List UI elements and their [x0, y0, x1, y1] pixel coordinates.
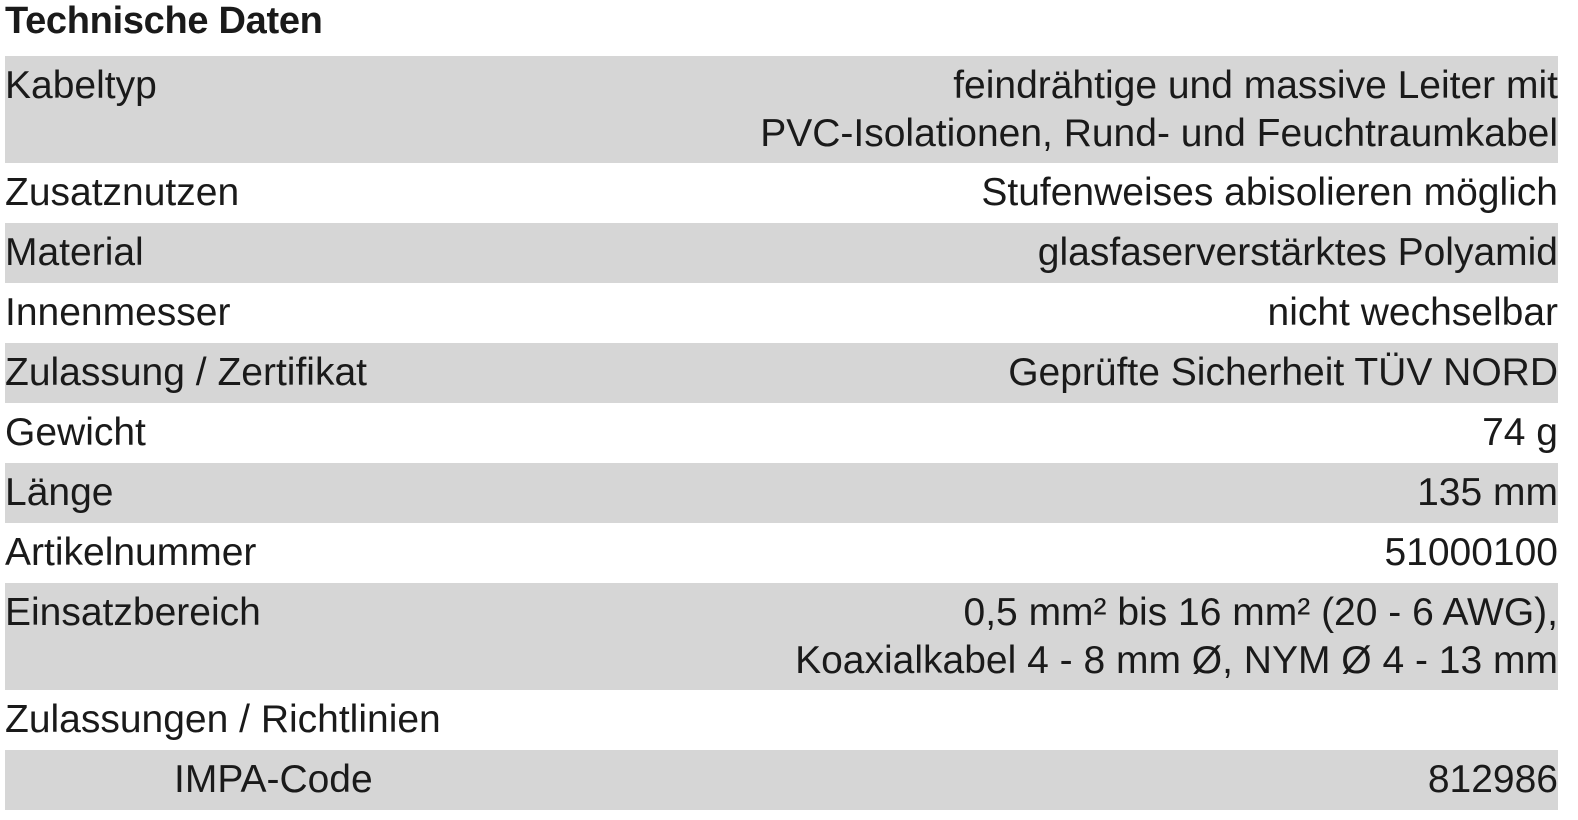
spec-label: Gewicht [5, 411, 146, 454]
spec-label: Zulassungen / Richtlinien [5, 698, 441, 741]
spec-value-line: feindrähtige und massive Leiter mit [953, 64, 1558, 107]
page-title: Technische Daten [5, 0, 323, 42]
spec-label: Kabeltyp [5, 64, 157, 107]
spec-value-line: 135 mm [1417, 471, 1558, 514]
spec-value-line: 0,5 mm² bis 16 mm² (20 - 6 AWG), [963, 591, 1558, 634]
spec-value-line: glasfaserverstärktes Polyamid [1037, 231, 1558, 274]
specs-table [5, 56, 1558, 810]
spec-value [1268, 289, 1558, 337]
spec-row-material [5, 223, 1558, 283]
spec-row-gewicht [5, 403, 1558, 463]
spec-label: Artikelnummer [5, 531, 257, 574]
spec-label: Zusatznutzen [5, 171, 240, 214]
spec-label: IMPA-Code [174, 758, 373, 801]
spec-row-zulassungen-richtlinien [5, 690, 1558, 750]
spec-value [1038, 229, 1558, 277]
spec-value [1384, 529, 1558, 577]
spec-value-line: Koaxialkabel 4 - 8 mm Ø, NYM Ø 4 - 13 mm [795, 639, 1558, 682]
spec-value-line: PVC-Isolationen, Rund- und Feuchtraumkabel [760, 112, 1558, 155]
spec-value [760, 62, 1558, 158]
spec-value [981, 169, 1558, 217]
spec-row-einsatzbereich [5, 583, 1558, 690]
spec-label: Einsatzbereich [5, 591, 261, 634]
spec-value [1417, 469, 1558, 517]
spec-row-kabeltyp [5, 56, 1558, 163]
spec-value [1482, 409, 1558, 457]
spec-label: Zulassung / Zertifikat [5, 351, 367, 394]
spec-value [1008, 349, 1558, 397]
spec-label: Innenmesser [5, 291, 231, 334]
spec-row-zulassung [5, 343, 1558, 403]
spec-value-line: 74 g [1482, 411, 1558, 454]
spec-value-line: Geprüfte Sicherheit TÜV NORD [1008, 351, 1558, 394]
spec-row-laenge [5, 463, 1558, 523]
spec-row-artikelnummer [5, 523, 1558, 583]
spec-value-line: nicht wechselbar [1267, 291, 1558, 334]
spec-value [795, 589, 1558, 685]
spec-value-line: 51000100 [1384, 531, 1558, 574]
spec-row-innenmesser [5, 283, 1558, 343]
spec-value-line: Stufenweises abisolieren möglich [981, 171, 1558, 214]
spec-value-line: 812986 [1427, 758, 1558, 801]
spec-row-impa-code [5, 750, 1558, 810]
spec-label: Länge [5, 471, 114, 514]
spec-row-zusatznutzen [5, 163, 1558, 223]
spec-label: Material [5, 231, 144, 274]
spec-value [1428, 756, 1558, 804]
